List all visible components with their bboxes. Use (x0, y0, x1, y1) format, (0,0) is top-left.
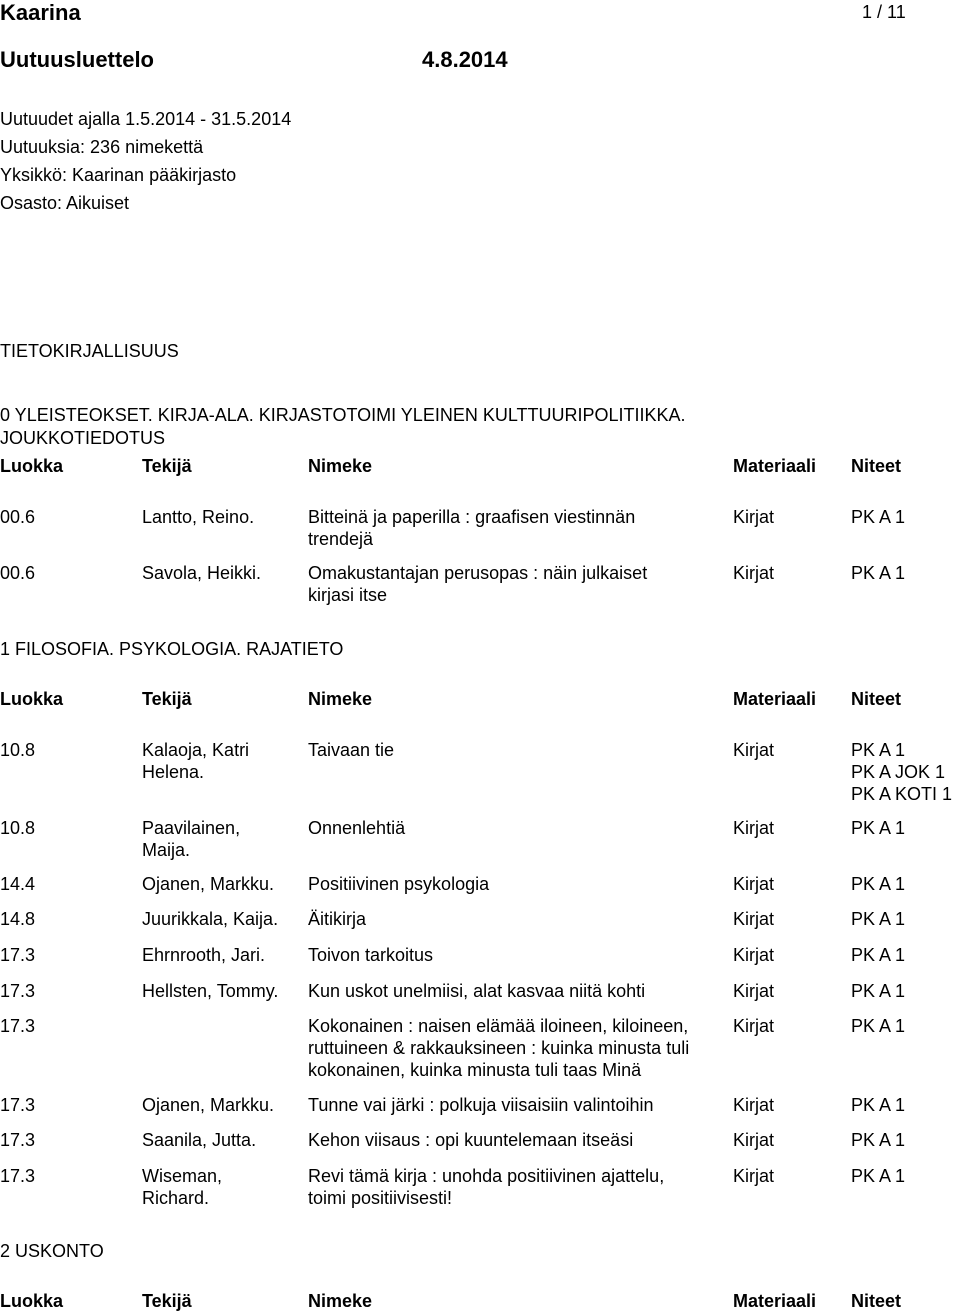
cell-materiaali: Kirjat (733, 740, 775, 760)
cell-nimeke-line: kirjasi itse (308, 585, 388, 605)
cell-nimeke: Taivaan tie (308, 740, 395, 760)
col-header-nimeke: Nimeke (308, 456, 373, 476)
cell-materiaali: Kirjat (733, 874, 775, 894)
cell-nimeke-line: Revi tämä kirja : unohda positiivinen ajattelu, (308, 1166, 665, 1186)
cell-tekija-line: Kalaoja, Katri (142, 740, 250, 760)
col-header-materiaali: Materiaali (733, 689, 817, 709)
cell-nimeke (308, 506, 635, 550)
library-name: Kaarina (0, 0, 81, 25)
cell-materiaali: Kirjat (733, 1095, 775, 1115)
cell-materiaali: Kirjat (733, 945, 775, 965)
list-title: Uutuusluettelo (0, 47, 154, 72)
col-header-niteet: Niteet (851, 1291, 902, 1311)
cell-nimeke-line: Kokonainen : naisen elämää iloineen, kiloineen, (308, 1016, 689, 1036)
cell-tekija (142, 817, 240, 861)
cell-materiaali: Kirjat (733, 1016, 775, 1036)
cell-materiaali: Kirjat (733, 981, 775, 1001)
col-header-tekija: Tekijä (142, 1291, 192, 1311)
cell-tekija-line: Helena. (142, 762, 205, 782)
col-header-luokka: Luokka (0, 456, 64, 476)
page-number: 1 / 11 (862, 2, 906, 22)
cell-nimeke: Toivon tarkoitus (308, 945, 434, 965)
cell-tekija-line: Paavilainen, (142, 818, 241, 838)
cell-luokka: 00.6 (0, 507, 36, 527)
cell-luokka: 10.8 (0, 740, 36, 760)
cell-materiaali: Kirjat (733, 563, 775, 583)
col-header-niteet: Niteet (851, 689, 902, 709)
cell-niteet: PK A 1 (851, 1166, 906, 1186)
col-header-tekija: Tekijä (142, 689, 192, 709)
cell-nimeke (308, 1015, 689, 1081)
cell-niteet-line: PK A KOTI 1 (851, 784, 953, 804)
cell-materiaali: Kirjat (733, 818, 775, 838)
cell-tekija: Hellsten, Tommy. (142, 981, 279, 1001)
list-date: 4.8.2014 (422, 47, 508, 72)
cell-tekija: Juurikkala, Kaija. (142, 909, 279, 929)
cell-nimeke-line: Omakustantajan perusopas : näin julkaiset (308, 563, 648, 583)
cell-luokka: 14.4 (0, 874, 36, 894)
period-text: Uutuudet ajalla 1.5.2014 - 31.5.2014 (0, 109, 292, 129)
cell-niteet: PK A 1 (851, 1016, 906, 1036)
cell-tekija-line: Richard. (142, 1188, 210, 1208)
cell-niteet: PK A 1 (851, 981, 906, 1001)
cell-niteet: PK A 1 (851, 945, 906, 965)
cell-nimeke: Äitikirja (308, 909, 367, 929)
cell-niteet (851, 739, 960, 805)
cell-tekija: Ehrnrooth, Jari. (142, 945, 266, 965)
cell-luokka: 17.3 (0, 1016, 36, 1036)
section-heading: 1 FILOSOFIA. PSYKOLOGIA. RAJATIETO (0, 639, 344, 659)
cell-niteet: PK A 1 (851, 1130, 906, 1150)
cell-materiaali: Kirjat (733, 507, 775, 527)
cell-nimeke: Kun uskot unelmiisi, alat kasvaa niitä kohti (308, 981, 646, 1001)
cell-niteet: PK A 1 (851, 874, 906, 894)
section-heading: 2 USKONTO (0, 1241, 104, 1261)
cell-nimeke: Kehon viisaus : opi kuuntelemaan itseäsi (308, 1130, 634, 1150)
col-header-nimeke: Nimeke (308, 1291, 373, 1311)
cell-tekija (142, 1165, 222, 1209)
cell-niteet-line: PK A JOK 1 (851, 762, 946, 782)
cell-luokka: 10.8 (0, 818, 36, 838)
col-header-materiaali: Materiaali (733, 456, 817, 476)
unit-text: Yksikkö: Kaarinan pääkirjasto (0, 165, 237, 185)
section-heading-cont: JOUKKOTIEDOTUS (0, 428, 166, 448)
cell-nimeke-line: kokonainen, kuinka minusta tuli taas Minä (308, 1060, 642, 1080)
col-header-luokka: Luokka (0, 1291, 64, 1311)
cell-nimeke (308, 562, 647, 606)
cell-niteet-line: PK A 1 (851, 740, 906, 760)
cell-materiaali: Kirjat (733, 1130, 775, 1150)
cell-niteet: PK A 1 (851, 818, 906, 838)
col-header-nimeke: Nimeke (308, 689, 373, 709)
cell-niteet: PK A 1 (851, 507, 906, 527)
cell-luokka: 17.3 (0, 981, 36, 1001)
cell-luokka: 17.3 (0, 1095, 36, 1115)
cell-luokka: 17.3 (0, 1166, 36, 1186)
cell-tekija: Ojanen, Markku. (142, 874, 275, 894)
cell-tekija-line: Maija. (142, 840, 191, 860)
section-heading: 0 YLEISTEOKSET. KIRJA-ALA. KIRJASTOTOIMI YLEINEN KULTTUURIPOLITIIKKA. (0, 405, 686, 425)
cell-materiaali: Kirjat (733, 909, 775, 929)
cell-nimeke-line: toimi positiivisesti! (308, 1188, 453, 1208)
cell-tekija: Ojanen, Markku. (142, 1095, 275, 1115)
col-header-materiaali: Materiaali (733, 1291, 817, 1311)
main-section-heading: TIETOKIRJALLISUUS (0, 341, 179, 361)
cell-materiaali: Kirjat (733, 1166, 775, 1186)
cell-tekija: Lantto, Reino. (142, 507, 255, 527)
cell-luokka: 17.3 (0, 945, 36, 965)
cell-tekija (142, 739, 249, 783)
cell-tekija: Saanila, Jutta. (142, 1130, 257, 1150)
cell-luokka: 00.6 (0, 563, 36, 583)
count-text: Uutuuksia: 236 nimekettä (0, 137, 204, 157)
department-text: Osasto: Aikuiset (0, 193, 130, 213)
cell-nimeke-line: trendejä (308, 529, 374, 549)
cell-nimeke-line: Bitteinä ja paperilla : graafisen viestinnän (308, 507, 636, 527)
cell-nimeke: Tunne vai järki : polkuja viisaisiin valintoihin (308, 1095, 654, 1115)
cell-nimeke: Onnenlehtiä (308, 818, 406, 838)
cell-luokka: 17.3 (0, 1130, 36, 1150)
cell-niteet: PK A 1 (851, 1095, 906, 1115)
cell-niteet: PK A 1 (851, 563, 906, 583)
col-header-tekija: Tekijä (142, 456, 192, 476)
cell-nimeke (308, 1165, 664, 1209)
col-header-luokka: Luokka (0, 689, 64, 709)
cell-tekija-line: Wiseman, (142, 1166, 223, 1186)
cell-niteet: PK A 1 (851, 909, 906, 929)
cell-tekija: Savola, Heikki. (142, 563, 262, 583)
cell-luokka: 14.8 (0, 909, 36, 929)
col-header-niteet: Niteet (851, 456, 902, 476)
cell-nimeke: Positiivinen psykologia (308, 874, 490, 894)
cell-nimeke-line: ruttuineen & rakkauksineen : kuinka minusta tuli (308, 1038, 690, 1058)
